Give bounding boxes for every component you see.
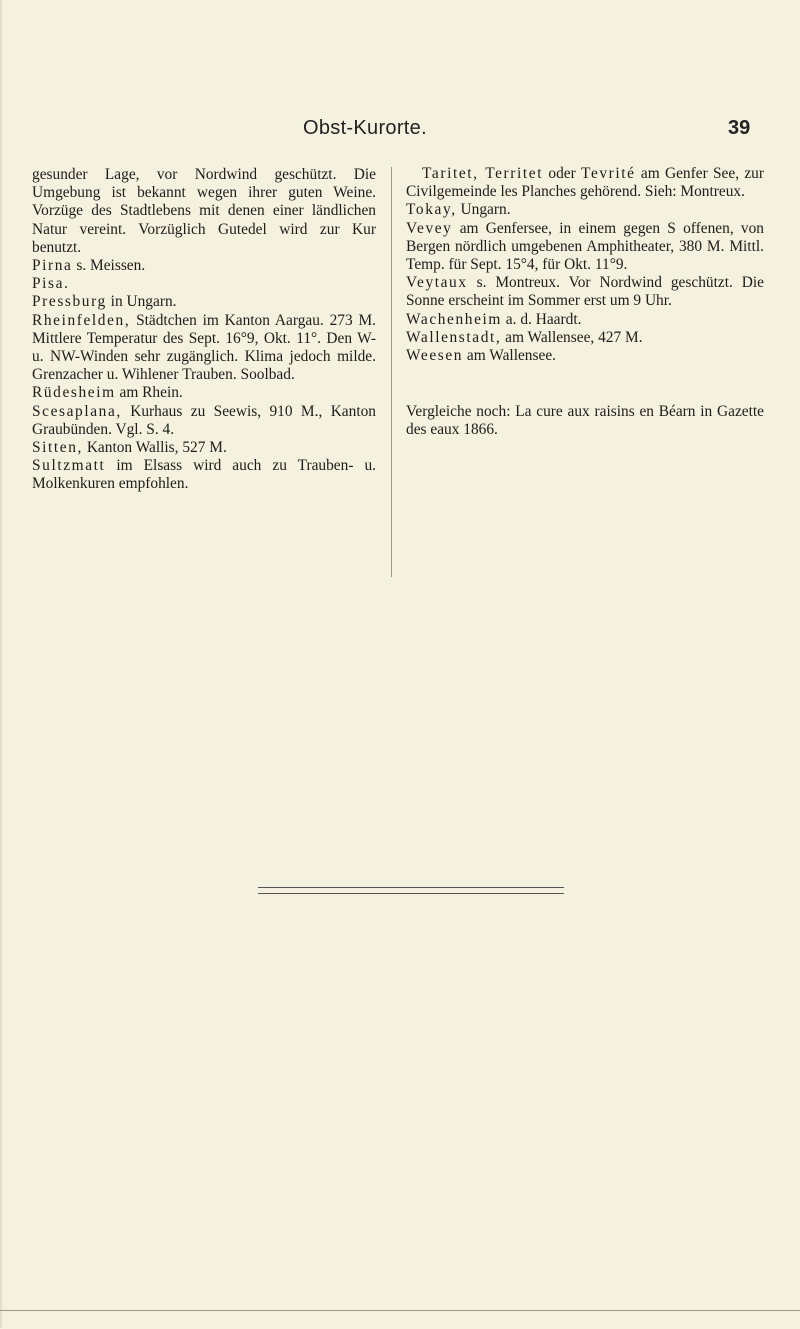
entry-text: Kanton Wallis, 527 M. (82, 439, 227, 457)
entry-name: Pirna (32, 257, 73, 275)
entry-taritet (406, 165, 764, 201)
entry-text: am Wallensee, 427 M. (501, 328, 643, 346)
entry-vevey (406, 220, 764, 275)
entry-text: a. d. Haardt. (501, 310, 582, 328)
paragraph-continuation: gesunder Lage, vor Nordwind geschützt. Die Umgebung ist bekannt wegen ihrer guten Weine. Vorzüge des Stadtlebens mit denen einer ländlichen Natur vereint. Vorzüglich Gutedel wird zur Kur benutzt. (32, 166, 376, 256)
entry-name: Pressburg (32, 293, 107, 311)
entry-text: s. Meissen. (72, 257, 146, 275)
entry-weesen (406, 347, 764, 365)
entry-text: im Elsass wird auch zu Trauben- u. Molkenkuren empfohlen. (32, 457, 376, 493)
entry-text: am Genfer See, zur Civilgemeinde les Planches gehörend. Sieh: Montreux. (406, 165, 765, 201)
see-also-note: Vergleiche noch: La cure aux raisins en Béarn in Gazette des eaux 1866. (406, 403, 764, 439)
entry-tokay (406, 201, 764, 219)
entry-ruedesheim (32, 384, 376, 402)
entry-text: in Ungarn. (106, 293, 177, 311)
page-header-title: Obst-Kurorte. (303, 117, 427, 139)
entry-wachenheim (406, 311, 764, 329)
entry-wallenstadt (406, 329, 764, 347)
entry-name: Weesen (406, 347, 464, 365)
entry-rheinfelden (32, 312, 376, 385)
entry-name: Sultzmatt (32, 457, 106, 475)
entry-text: Ungarn. (456, 201, 511, 219)
end-double-rule (258, 887, 564, 894)
entry-text: oder (543, 165, 582, 182)
entry-text: s. Montreux. Vor Nordwind geschützt. Die Sonne erscheint im Sommer erst um 9 Uhr. (406, 274, 764, 310)
entry-name: Scesaplana, (32, 402, 122, 420)
entry-sultzmatt (32, 457, 376, 493)
entry-text: am Genfersee, in einem gegen S offenen, von Bergen nördlich umgebenen Amphitheater, 380 M. Mittl. Temp. für Sept. 15°4, für Okt. 11°9. (406, 219, 764, 274)
entry-text: am Rhein. (115, 384, 183, 402)
entry-pressburg (32, 293, 376, 311)
left-column (32, 166, 376, 494)
entry-scesaplana (32, 403, 376, 439)
right-column (406, 165, 764, 440)
entry-text: Kurhaus zu Seewis, 910 M., Kanton Graubünden. Vgl. S. 4. (32, 402, 376, 438)
entry-pisa (32, 275, 376, 293)
page-bottom-edge (0, 1310, 800, 1329)
entry-sitten (32, 439, 376, 457)
entry-name: Rüdesheim (32, 384, 116, 402)
entry-name: Pisa. (32, 275, 70, 293)
running-head (0, 117, 800, 141)
entry-text: Städtchen im Kanton Aargau. 273 M. Mittlere Temperatur des Sept. 16°9, Okt. 11°. Den W- u. NW-Winden sehr zugänglich. Klima jedoch milde. Grenzacher u. Wihlener Trauben. Soolbad. (32, 311, 376, 384)
entry-name: Rheinfelden, (32, 311, 131, 329)
entry-name: Wallenstadt, (406, 328, 502, 346)
entry-text: am Wallensee. (463, 347, 556, 365)
page-number: 39 (728, 117, 751, 139)
column-divider (391, 167, 392, 577)
entry-name-alt: Tevrité (581, 165, 636, 182)
entry-name: Sitten, (32, 439, 83, 457)
entry-veytaux (406, 274, 764, 310)
entry-name: Veytaux (406, 274, 468, 292)
entry-pirna (32, 257, 376, 275)
entry-name: Tokay, (406, 201, 457, 219)
page-edge (0, 0, 3, 1328)
entry-name: Wachenheim (406, 310, 502, 328)
entry-name: Taritet, Territet (422, 165, 544, 182)
entry-name: Vevey (406, 219, 453, 237)
